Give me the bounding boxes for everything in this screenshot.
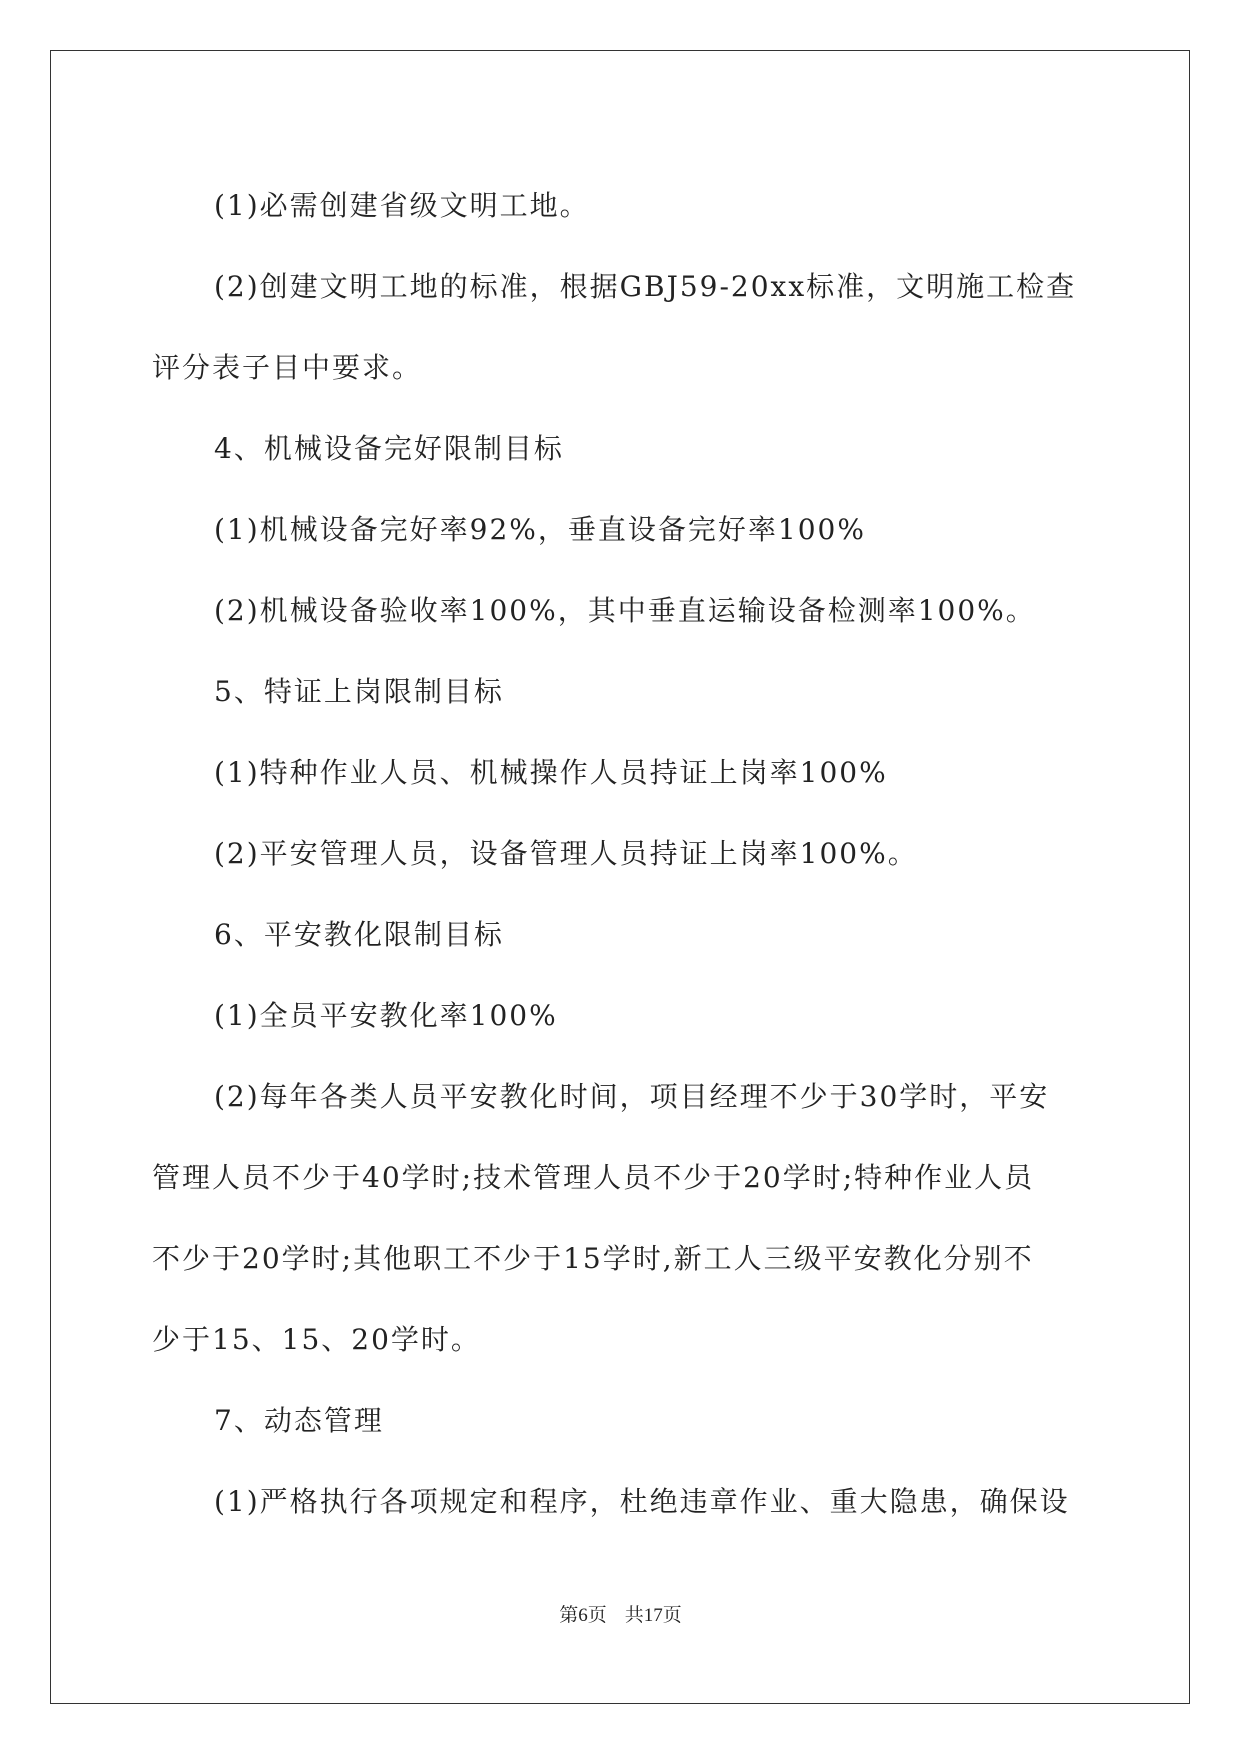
- document-body: [152, 165, 1092, 1542]
- paragraph-line: (1)特种作业人员、机械操作人员持证上岗率100%: [214, 756, 888, 789]
- paragraph-line: (2)每年各类人员平安教化时间，项目经理不少于30学时，平安: [214, 1080, 1050, 1113]
- paragraph-line: (2)平安管理人员，设备管理人员持证上岗率100%。: [214, 837, 918, 870]
- page-footer: [0, 1600, 1241, 1627]
- paragraph-line: (1)必需创建省级文明工地。: [214, 189, 590, 222]
- paragraph-line: 不少于20学时;其他职工不少于15学时,新工人三级平安教化分别不: [152, 1242, 1034, 1275]
- paragraph-line: 评分表子目中要求。: [152, 351, 423, 384]
- section-heading: 7、动态管理: [214, 1404, 384, 1437]
- section-heading: 5、特证上岗限制目标: [214, 675, 504, 708]
- section-heading: 6、平安教化限制目标: [214, 918, 504, 951]
- section-heading: 4、机械设备完好限制目标: [214, 432, 564, 465]
- page-number-current: 第6页: [559, 1605, 607, 1626]
- paragraph-line: (2)创建文明工地的标准，根据GBJ59-20xx标准，文明施工检查: [214, 270, 1077, 303]
- paragraph-line: (1)机械设备完好率92%，垂直设备完好率100%: [214, 513, 866, 546]
- paragraph-line: (1)全员平安教化率100%: [214, 999, 558, 1032]
- page-number-total: 共17页: [624, 1605, 682, 1626]
- paragraph-line: (2)机械设备验收率100%，其中垂直运输设备检测率100%。: [214, 594, 1036, 627]
- paragraph-line: 管理人员不少于40学时;技术管理人员不少于20学时;特种作业人员: [152, 1161, 1035, 1194]
- paragraph-line: 少于15、15、20学时。: [152, 1323, 481, 1356]
- paragraph-line: (1)严格执行各项规定和程序，杜绝违章作业、重大隐患，确保设: [214, 1485, 1070, 1518]
